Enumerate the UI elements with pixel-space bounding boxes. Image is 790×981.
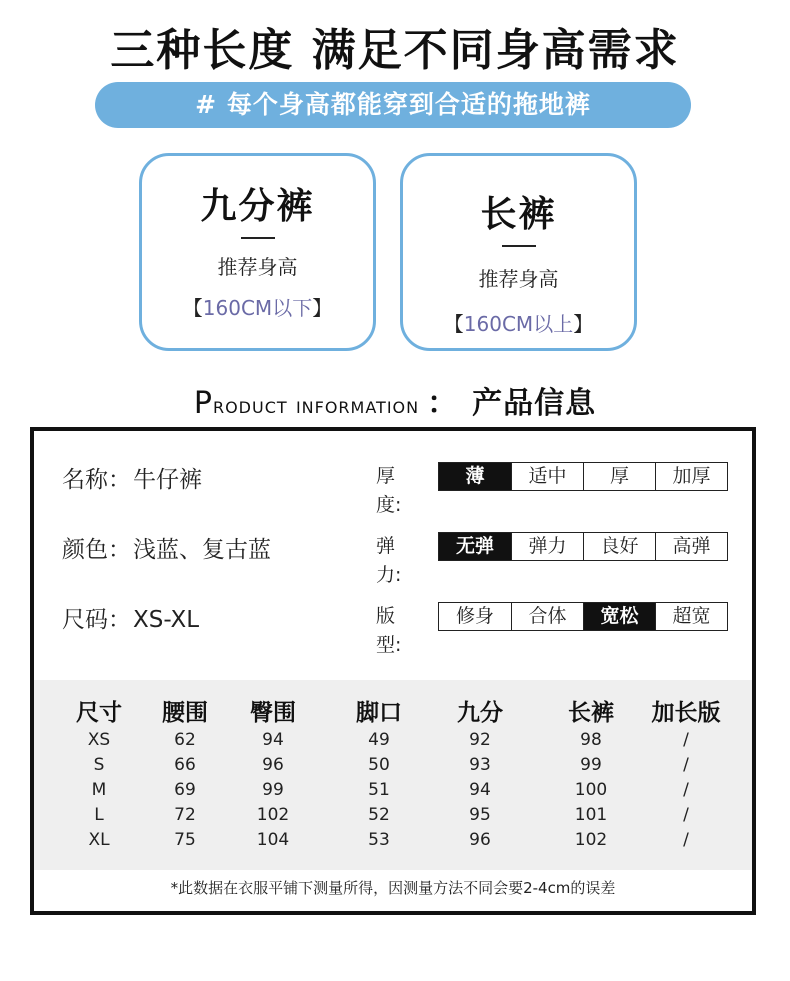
size-value-cell: 53: [368, 830, 390, 850]
card-subtitle: 推荐身高: [217, 255, 298, 279]
size-value-cell: /: [683, 805, 689, 825]
size-header: 脚口: [356, 700, 402, 726]
bracket-close: 】: [573, 312, 594, 336]
size-header: 臀围: [250, 700, 296, 726]
size-header: 九分: [457, 700, 503, 726]
size-header: 长裤: [568, 700, 614, 726]
scale-options: [438, 462, 728, 491]
scale-options: [438, 532, 728, 561]
scale-option: 良好: [583, 533, 655, 560]
card-title: 九分裤: [200, 186, 315, 227]
card-title: 长裤: [480, 194, 557, 235]
size-value-cell: /: [683, 730, 689, 750]
attribute-key: 尺码：: [62, 607, 131, 633]
product-info-panel: [30, 427, 756, 915]
size-value-cell: /: [683, 755, 689, 775]
attribute-color: [62, 531, 271, 564]
section-title-colon: ：: [427, 386, 459, 421]
size-value-cell: 69: [174, 780, 196, 800]
size-header: 加长版: [651, 700, 721, 726]
size-label-cell: S: [93, 755, 105, 775]
size-value-cell: /: [683, 780, 689, 800]
size-value-cell: 99: [580, 755, 602, 775]
attribute-key: 颜色：: [62, 537, 131, 563]
card-subtitle: 推荐身高: [478, 267, 559, 291]
length-card-long: [400, 153, 637, 351]
height-range-value: 160CM以下: [202, 296, 313, 320]
section-title-chinese: 产品信息: [472, 386, 597, 421]
scale-option: 加厚: [655, 463, 727, 490]
size-value-cell: 100: [574, 780, 608, 800]
size-value-cell: 49: [368, 730, 390, 750]
size-value-cell: 92: [469, 730, 491, 750]
card-divider: [241, 237, 275, 239]
size-value-cell: 72: [174, 805, 196, 825]
height-range-value: 160CM以上: [463, 312, 574, 336]
length-card-cropped: [139, 153, 376, 351]
scale-option: 弹力: [511, 533, 583, 560]
size-value-cell: 93: [469, 755, 491, 775]
size-label-cell: L: [94, 805, 104, 825]
size-value-cell: 102: [256, 805, 290, 825]
bracket-close: 】: [312, 296, 333, 320]
section-title-initial: P: [193, 386, 213, 421]
scale-option: 厚: [583, 463, 655, 490]
size-value-cell: 66: [174, 755, 196, 775]
scale-options: [438, 602, 728, 631]
size-value-cell: 95: [469, 805, 491, 825]
size-value-cell: 52: [368, 805, 390, 825]
scale-label: 版型:: [376, 605, 402, 656]
scale-option: 无弹: [439, 533, 511, 560]
size-label-cell: XL: [88, 830, 110, 850]
size-value-cell: 96: [469, 830, 491, 850]
size-value-cell: 50: [368, 755, 390, 775]
size-value-cell: /: [683, 830, 689, 850]
size-label-cell: M: [91, 780, 107, 800]
size-value-cell: 104: [256, 830, 290, 850]
scale-option: 合体: [511, 603, 583, 630]
size-value-cell: 94: [262, 730, 284, 750]
scale-option: 超宽: [655, 603, 727, 630]
scale-option: 高弹: [655, 533, 727, 560]
size-header: 尺寸: [76, 700, 122, 726]
size-table: [34, 680, 752, 870]
bracket-open: 【: [182, 296, 203, 320]
bracket-open: 【: [443, 312, 464, 336]
attribute-size: [62, 601, 199, 634]
card-height-range: [403, 308, 634, 337]
size-value-cell: 51: [368, 780, 390, 800]
size-value-cell: 99: [262, 780, 284, 800]
scale-option: 宽松: [583, 603, 655, 630]
size-value-cell: 101: [574, 805, 608, 825]
scale-label: 弹力:: [376, 535, 402, 586]
page-headline: 三种长度 满足不同身高需求: [110, 25, 680, 76]
attribute-value: XS-XL: [133, 607, 200, 633]
size-value-cell: 102: [574, 830, 608, 850]
size-value-cell: 96: [262, 755, 284, 775]
card-height-range: [142, 292, 373, 321]
attribute-value: 浅蓝、复古蓝: [133, 537, 271, 563]
attribute-value: 牛仔裤: [133, 467, 202, 493]
scale-option: 修身: [439, 603, 511, 630]
size-value-cell: 62: [174, 730, 196, 750]
attribute-key: 名称：: [62, 467, 131, 493]
scale-label: 厚度:: [376, 465, 402, 516]
section-title-english: roduct information: [212, 393, 420, 419]
size-header: 腰围: [162, 700, 208, 726]
size-value-cell: 94: [469, 780, 491, 800]
banner-pill: # 每个身高都能穿到合适的拖地裤: [95, 82, 691, 128]
scale-option: 薄: [439, 463, 511, 490]
card-divider: [502, 245, 536, 247]
attribute-name: [62, 461, 202, 494]
size-value-cell: 98: [580, 730, 602, 750]
section-title: [0, 378, 790, 422]
scale-option: 适中: [511, 463, 583, 490]
measurement-note: *此数据在衣服平铺下测量所得，因测量方法不同会要2-4cm的误差: [170, 879, 616, 897]
size-value-cell: 75: [174, 830, 196, 850]
size-label-cell: XS: [87, 730, 111, 750]
